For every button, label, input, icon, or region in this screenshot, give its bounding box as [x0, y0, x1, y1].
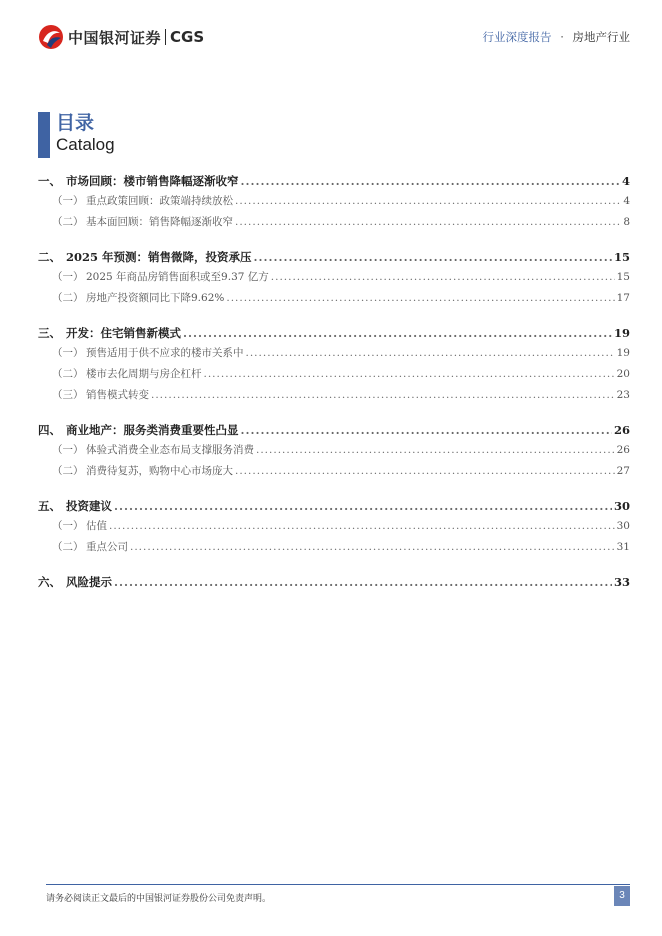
- toc-subsection-number: （二）: [52, 465, 84, 477]
- toc-leader-dots: [183, 326, 612, 340]
- toc-subsection-number: （一）: [52, 347, 84, 359]
- toc-subsection-number: （一）: [52, 520, 84, 532]
- toc-leader-dots: [235, 465, 615, 477]
- toc-subsection-entry[interactable]: [38, 269, 630, 290]
- catalog-title-cn: 目录: [56, 112, 95, 134]
- toc-section-title: 风险提示: [66, 575, 112, 589]
- toc-section-number: 四、: [38, 423, 61, 437]
- toc-subsection-page: 15: [616, 271, 630, 283]
- toc-leader-dots: [256, 444, 615, 456]
- toc-leader-dots: [241, 423, 612, 437]
- toc-group-gap: [38, 408, 630, 412]
- table-of-contents: [38, 173, 630, 594]
- toc-subsection-number: （二）: [52, 292, 84, 304]
- toc-section-page: 26: [613, 423, 630, 437]
- page-number: 3: [614, 886, 630, 906]
- toc-section-title: 2025 年预测：销售微降，投资承压: [66, 250, 252, 264]
- toc-section-title: 市场回顾：楼市销售降幅逐渐收窄: [66, 174, 239, 188]
- footer-divider: [46, 884, 630, 885]
- toc-subsection-title: 消费待复苏，购物中心市场庞大: [86, 465, 233, 477]
- toc-section-number: 一、: [38, 174, 61, 188]
- toc-group-gap: [38, 311, 630, 315]
- page-footer: [46, 884, 630, 906]
- toc-subsection-title: 预售适用于供不应求的楼市关系中: [86, 347, 244, 359]
- toc-section-entry[interactable]: [38, 422, 630, 442]
- toc-subsection-entry[interactable]: [38, 193, 630, 214]
- toc-subsection-page: 20: [616, 368, 630, 380]
- toc-subsection-page: 27: [616, 465, 630, 477]
- toc-subsection-number: （一）: [52, 271, 84, 283]
- toc-group-gap: [38, 235, 630, 239]
- footer-disclaimer: 请务必阅读正文最后的中国银河证券股份公司免责声明。: [46, 894, 272, 904]
- toc-subsection-entry[interactable]: [38, 366, 630, 387]
- toc-subsection-page: 30: [616, 520, 630, 532]
- toc-section-page: 19: [613, 326, 630, 340]
- toc-leader-dots: [114, 499, 612, 513]
- logo-divider: [165, 29, 166, 45]
- toc-subsection-page: 26: [616, 444, 630, 456]
- toc-leader-dots: [130, 541, 615, 553]
- toc-section-number: 五、: [38, 499, 61, 513]
- toc-subsection-page: 8: [623, 216, 630, 228]
- toc-subsection-title: 2025 年商品房销售面积或至9.37 亿方: [86, 271, 269, 283]
- toc-section-title: 开发：住宅销售新模式: [66, 326, 181, 340]
- toc-section-entry[interactable]: [38, 498, 630, 518]
- toc-subsection-title: 房地产投资额同比下降9.62%: [86, 292, 225, 304]
- toc-leader-dots: [226, 292, 614, 304]
- toc-subsection-number: （二）: [52, 541, 84, 553]
- toc-subsection-title: 体验式消费全业态布局支撑服务消费: [86, 444, 254, 456]
- toc-leader-dots: [109, 520, 615, 532]
- toc-section-entry[interactable]: [38, 173, 630, 193]
- toc-leader-dots: [271, 271, 615, 283]
- toc-subsection-title: 重点公司: [86, 541, 128, 553]
- toc-subsection-title: 楼市去化周期与房企杠杆: [86, 368, 202, 380]
- toc-subsection-number: （一）: [52, 195, 84, 207]
- toc-leader-dots: [151, 389, 615, 401]
- toc-subsection-entry[interactable]: [38, 539, 630, 560]
- toc-section-page: 4: [621, 174, 630, 188]
- toc-subsection-number: （二）: [52, 216, 84, 228]
- toc-leader-dots: [246, 347, 615, 359]
- report-category: [483, 29, 630, 45]
- toc-leader-dots: [235, 216, 621, 228]
- page-header: [38, 24, 630, 50]
- logo-english-name: CGS: [170, 28, 205, 46]
- toc-subsection-title: 估值: [86, 520, 107, 532]
- toc-subsection-title: 重点政策回顾：政策端持续放松: [86, 195, 233, 207]
- toc-leader-dots: [204, 368, 615, 380]
- toc-subsection-entry[interactable]: [38, 518, 630, 539]
- title-accent-bar: [38, 112, 50, 158]
- toc-leader-dots: [254, 250, 612, 264]
- header-separator: ·: [560, 30, 564, 44]
- toc-leader-dots: [241, 174, 620, 188]
- toc-section-number: 二、: [38, 250, 61, 264]
- cgs-logo-icon: [38, 24, 64, 50]
- toc-section-page: 33: [613, 575, 630, 589]
- toc-subsection-number: （二）: [52, 368, 84, 380]
- toc-leader-dots: [235, 195, 621, 207]
- report-type: 行业深度报告: [482, 30, 552, 44]
- toc-subsection-entry[interactable]: [38, 345, 630, 366]
- toc-group-gap: [38, 484, 630, 488]
- catalog-title-en: Catalog: [56, 135, 115, 154]
- toc-subsection-page: 31: [616, 541, 630, 553]
- toc-subsection-entry[interactable]: [38, 290, 630, 311]
- toc-subsection-entry[interactable]: [38, 463, 630, 484]
- toc-section-title: 投资建议: [66, 499, 112, 513]
- toc-subsection-page: 17: [616, 292, 630, 304]
- toc-section-number: 三、: [38, 326, 61, 340]
- toc-subsection-page: 19: [616, 347, 630, 359]
- toc-section-title: 商业地产：服务类消费重要性凸显: [66, 423, 239, 437]
- toc-section-entry[interactable]: [38, 249, 630, 269]
- industry-label: 房地产行业: [572, 30, 630, 44]
- toc-leader-dots: [114, 575, 612, 589]
- toc-subsection-page: 4: [623, 195, 630, 207]
- company-logo: [38, 24, 204, 50]
- toc-subsection-page: 23: [616, 389, 630, 401]
- toc-group-gap: [38, 560, 630, 564]
- toc-section-entry[interactable]: [38, 325, 630, 345]
- toc-subsection-title: 基本面回顾：销售降幅逐渐收窄: [86, 216, 233, 228]
- toc-section-page: 30: [613, 499, 630, 513]
- logo-chinese-name: 中国银河证券: [68, 28, 162, 47]
- toc-section-number: 六、: [38, 575, 61, 589]
- toc-subsection-title: 销售模式转变: [86, 389, 149, 401]
- toc-section-entry[interactable]: [38, 574, 630, 594]
- toc-subsection-number: （三）: [52, 389, 84, 401]
- toc-section-page: 15: [613, 250, 630, 264]
- toc-subsection-number: （一）: [52, 444, 84, 456]
- toc-subsection-entry[interactable]: [38, 387, 630, 408]
- toc-subsection-entry[interactable]: [38, 214, 630, 235]
- toc-subsection-entry[interactable]: [38, 442, 630, 463]
